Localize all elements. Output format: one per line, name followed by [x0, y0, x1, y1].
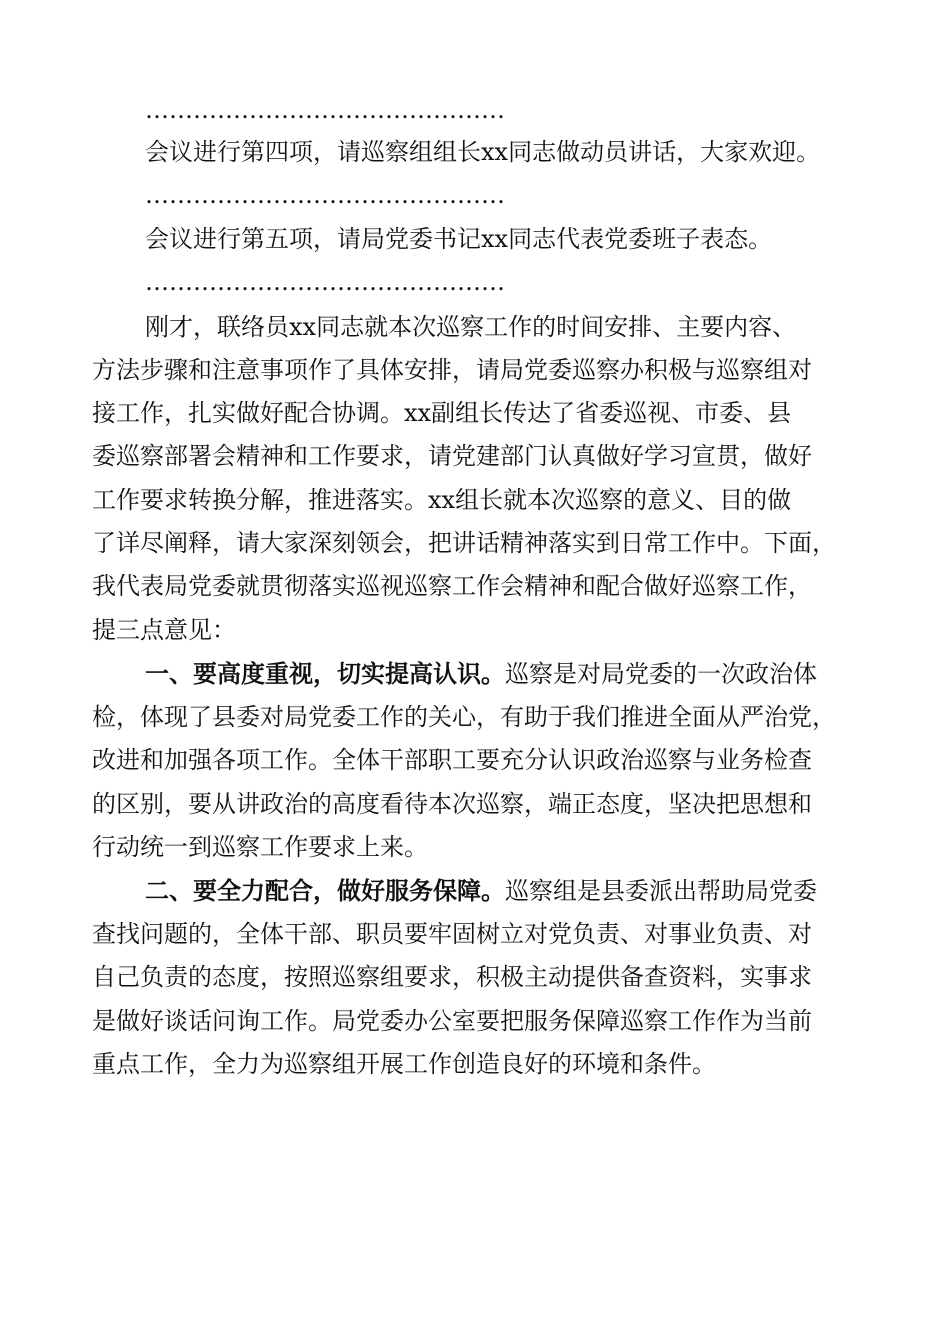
summary-paragraph-line: 接工作，扎实做好配合协调。xx副组长传达了省委巡视、市委、县: [92, 399, 792, 427]
point-2-text: 巡察组是县委派出帮助局党委: [505, 877, 817, 905]
point-1-line: 的区别，要从讲政治的高度看待本次巡察，端正态度，坚决把思想和: [92, 790, 812, 818]
point-1-line: 检，体现了县委对局党委工作的关心，有助于我们推进全面从严治党，: [92, 703, 836, 731]
summary-paragraph-line: 提三点意见：: [92, 616, 236, 644]
point-2-heading: 二、要全力配合，做好服务保障。: [145, 876, 505, 905]
point-2-first-line: [0, 873, 950, 909]
point-1-line: 改进和加强各项工作。全体干部职工要充分认识政治巡察与业务检查: [92, 746, 812, 774]
summary-paragraph-line: 刚才，联络员xx同志就本次巡察工作的时间安排、主要内容、: [145, 313, 797, 341]
point-1-heading: 一、要高度重视，切实提高认识。: [145, 659, 505, 688]
ellipsis-line: ………………………………………: [145, 268, 505, 296]
summary-paragraph-line: 我代表局党委就贯彻落实巡视巡察工作会精神和配合做好巡察工作，: [92, 572, 812, 600]
agenda-item-5: 会议进行第五项，请局党委书记xx同志代表党委班子表态。: [145, 225, 773, 253]
summary-paragraph-line: 了详尽阐释，请大家深刻领会，把讲话精神落实到日常工作中。下面，: [92, 529, 836, 557]
ellipsis-line: ………………………………………: [145, 181, 505, 209]
point-1-line: 行动统一到巡察工作要求上来。: [92, 833, 428, 861]
summary-paragraph-line: 工作要求转换分解，推进落实。xx组长就本次巡察的意义、目的做: [92, 486, 792, 514]
point-2-line: 查找问题的，全体干部、职员要牢固树立对党负责、对事业负责、对: [92, 920, 812, 948]
point-2-line: 自己负责的态度，按照巡察组要求，积极主动提供备查资料，实事求: [92, 963, 812, 991]
agenda-item-4: 会议进行第四项，请巡察组组长xx同志做动员讲话，大家欢迎。: [145, 138, 821, 166]
ellipsis-line: ………………………………………: [145, 96, 505, 124]
summary-paragraph-line: 委巡察部署会精神和工作要求，请党建部门认真做好学习宣贯，做好: [92, 442, 812, 470]
point-2-line: 重点工作，全力为巡察组开展工作创造良好的环境和条件。: [92, 1050, 716, 1078]
point-1-first-line: [0, 656, 950, 692]
point-1-text: 巡察是对局党委的一次政治体: [505, 660, 817, 688]
point-2-line: 是做好谈话问询工作。局党委办公室要把服务保障巡察工作作为当前: [92, 1007, 812, 1035]
summary-paragraph-line: 方法步骤和注意事项作了具体安排，请局党委巡察办积极与巡察组对: [92, 356, 812, 384]
